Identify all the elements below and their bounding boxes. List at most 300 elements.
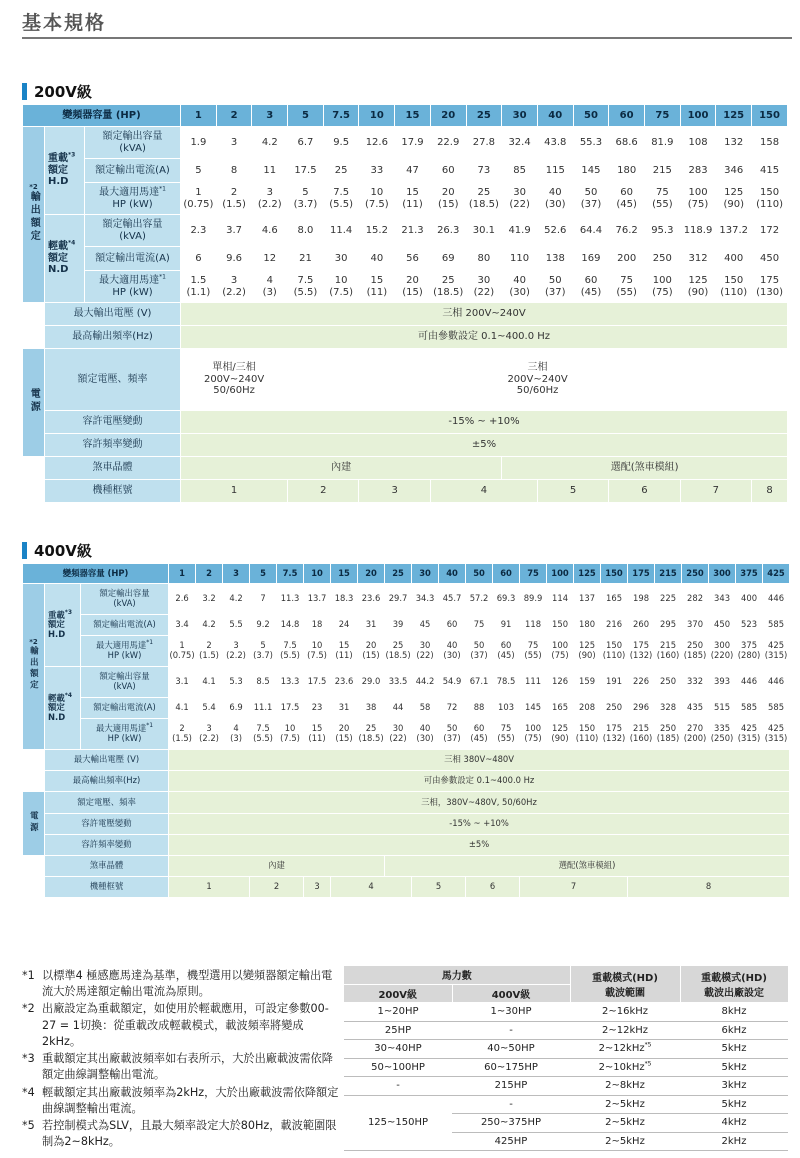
- motor-hp: 125: [552, 723, 569, 734]
- motor-kw: (3): [230, 733, 242, 743]
- footnote-marker: *4: [64, 691, 73, 699]
- motor-kw: (37): [443, 733, 461, 743]
- motor-cell: [520, 719, 547, 750]
- freq-range-cell: [570, 1040, 680, 1059]
- frame-cell: 7: [680, 480, 751, 503]
- motor-kw: (160): [656, 650, 680, 660]
- frame-cell: 4: [331, 877, 412, 898]
- motor-hp: 30: [513, 187, 526, 198]
- amp-cell: 165: [547, 698, 574, 719]
- motor-hp: 10: [334, 275, 348, 286]
- brake-builtin: 內建: [169, 856, 385, 877]
- vertical-label: [29, 646, 39, 692]
- kva-cell: 22.9: [430, 127, 466, 159]
- motor-hp: 20: [365, 640, 377, 651]
- heavy-duty-group: [45, 127, 85, 215]
- motor-kw: (37): [470, 650, 488, 660]
- hp-cell: 1: [181, 105, 217, 127]
- rated-kva-label: 額定輸出容量 (kVA): [85, 215, 181, 247]
- motor-kw: (110): [602, 650, 626, 660]
- hp-cell: 7.5: [277, 564, 304, 584]
- motor-kw: (1.5): [199, 650, 219, 660]
- kva-cell: 1.9: [181, 127, 217, 159]
- footnote-marker: *5: [644, 1060, 652, 1068]
- motor-hp: 20: [406, 275, 419, 286]
- freq-range-text: 2~12kHz: [601, 1024, 649, 1036]
- amp-cell: 110: [502, 247, 538, 271]
- frame-cell: 3: [304, 877, 331, 898]
- motor-hp: 10: [284, 723, 296, 734]
- max-frequency-label: 最高輸出頻率(Hz): [45, 771, 169, 792]
- motor-hp: 25: [365, 723, 377, 734]
- motor-label-text: 最大適用馬達: [99, 187, 160, 198]
- amp-cell: 312: [680, 247, 716, 271]
- kva-cell: 43.8: [537, 127, 573, 159]
- motor-cell: [709, 636, 736, 667]
- motor-cell: [682, 636, 709, 667]
- motor-hp: 125: [724, 187, 744, 198]
- kva-cell: 89.9: [520, 584, 547, 615]
- motor-kw: (160): [629, 733, 653, 743]
- output-rating-group: [23, 584, 45, 750]
- motor-cell: [250, 636, 277, 667]
- freq-default-cell: 3kHz: [680, 1077, 788, 1096]
- motor-hp: 50: [473, 640, 485, 651]
- kva-cell: 12.6: [359, 127, 395, 159]
- frame-cell: 8: [752, 480, 788, 503]
- motor-cell: [466, 271, 502, 303]
- motor-cell: [736, 636, 763, 667]
- motor-kw: (315): [764, 650, 788, 660]
- amp-cell: 3.4: [169, 615, 196, 636]
- kva-cell: 3: [216, 127, 252, 159]
- amp-cell: 215: [644, 159, 680, 183]
- amp-cell: 69: [430, 247, 466, 271]
- kva-cell: 13.3: [277, 667, 304, 698]
- motor-kw: (2.2): [222, 286, 246, 298]
- motor-kw: (75): [652, 286, 673, 298]
- hp-cell: 375: [736, 564, 763, 584]
- rated-kva-label: 額定輸出容量 (kVA): [85, 127, 181, 159]
- motor-label: [85, 271, 181, 303]
- motor-hp: 75: [620, 275, 633, 286]
- motor-kw: (90): [578, 650, 596, 660]
- freq-range-text: 2~5kHz: [605, 1098, 645, 1110]
- kva-cell: 191: [601, 667, 628, 698]
- kva-cell: 108: [680, 127, 716, 159]
- kva-cell: 5.3: [223, 667, 250, 698]
- hp-cell: 60: [609, 105, 645, 127]
- rated-voltage-line: 單相/三相: [212, 362, 256, 374]
- amp-cell: 585: [736, 698, 763, 719]
- voltage-tolerance-value: -15% ~ +10%: [169, 814, 790, 835]
- kva-cell: 4.2: [223, 584, 250, 615]
- motor-hp: 3: [206, 723, 212, 734]
- motor-cell: [358, 719, 385, 750]
- kva-cell: 11.4: [323, 215, 359, 247]
- rated-current-label: 額定輸出電流(A): [81, 698, 169, 719]
- hp-cell: 10: [359, 105, 395, 127]
- kva-cell: 11.3: [277, 584, 304, 615]
- motor-cell: [385, 719, 412, 750]
- motor-kw: (90): [687, 286, 709, 298]
- motor-kw: (5.5): [280, 650, 300, 660]
- vertical-label-note: [23, 183, 44, 191]
- amp-cell: 12: [252, 247, 288, 271]
- freq-range-cell: [570, 1095, 680, 1114]
- hp-cell: 60: [493, 564, 520, 584]
- kva-cell: 198: [628, 584, 655, 615]
- motor-cell: [323, 183, 359, 215]
- amp-cell: 17.5: [288, 159, 324, 183]
- amp-cell: 4.1: [169, 698, 196, 719]
- frame-cell: 1: [169, 877, 250, 898]
- amp-cell: 80: [466, 247, 502, 271]
- freq-v400-cell: -: [452, 1095, 570, 1114]
- kva-cell: 23.6: [358, 584, 385, 615]
- motor-cell: [430, 271, 466, 303]
- kva-cell: 111: [520, 667, 547, 698]
- freq-v400-cell: 60~175HP: [452, 1058, 570, 1077]
- kva-cell: 76.2: [609, 215, 645, 247]
- freq-range-text: 2~5kHz: [605, 1135, 645, 1147]
- motor-kw: (45): [497, 650, 515, 660]
- vertical-label: [28, 388, 40, 414]
- motor-cell: [358, 636, 385, 667]
- freq-v400-cell: 1~30HP: [452, 1003, 570, 1022]
- motor-hp: 300: [714, 640, 731, 651]
- motor-cell: [359, 271, 395, 303]
- rated-voltage-line: 三相: [527, 362, 548, 374]
- motor-hp: 2: [179, 723, 185, 734]
- amp-cell: 39: [385, 615, 412, 636]
- kva-cell: 44.2: [412, 667, 439, 698]
- note-5: *5 若控制模式為SLV，且最大頻率設定大於80Hz，載波範圍限制為2~8kHz。: [22, 1119, 337, 1149]
- footnote-marker: *1: [146, 639, 154, 647]
- vertical-label-text: 電源: [28, 387, 40, 414]
- motor-cell: [196, 719, 223, 750]
- motor-kw: (5.5): [293, 286, 318, 298]
- motor-kw: (0.75): [169, 650, 195, 660]
- hp-cell: 20: [430, 105, 466, 127]
- motor-kw: (250): [710, 733, 734, 743]
- spacer-cell: [23, 750, 45, 771]
- kva-cell: 8.5: [250, 667, 277, 698]
- kva-cell: 55.3: [573, 127, 609, 159]
- motor-kw: (132): [602, 733, 626, 743]
- hp-cell: 3: [223, 564, 250, 584]
- amp-cell: 450: [752, 247, 788, 271]
- kva-cell: 34.3: [412, 584, 439, 615]
- motor-kw: (200): [683, 733, 707, 743]
- motor-hp: 10: [370, 187, 384, 198]
- freq-default-cell: 8kHz: [680, 1003, 788, 1022]
- motor-hp: 30: [419, 640, 431, 651]
- amp-cell: 295: [655, 615, 682, 636]
- amp-cell: 138: [537, 247, 573, 271]
- kva-cell: 17.9: [395, 127, 431, 159]
- motor-cell: [716, 271, 752, 303]
- kva-cell: 41.9: [502, 215, 538, 247]
- frame-cell: 2: [250, 877, 304, 898]
- vertical-label-text: 電源: [29, 810, 40, 834]
- kva-cell: 137: [574, 584, 601, 615]
- freq-200v-cell: 1~20HP: [344, 1003, 452, 1022]
- brake-transistor-label: 煞車晶體: [45, 457, 181, 480]
- motor-cell: [655, 636, 682, 667]
- motor-cell: [252, 271, 288, 303]
- hp-cell: 7.5: [323, 105, 359, 127]
- freq-v400-cell: 425HP: [452, 1132, 570, 1151]
- motor-kw: (45): [580, 286, 602, 298]
- motor-label-text: 最大適用馬達: [95, 723, 147, 734]
- amp-cell: 45: [412, 615, 439, 636]
- motor-hp: 4: [233, 723, 239, 734]
- hp-cell: 20: [358, 564, 385, 584]
- freq-header-default: 重載模式(HD) 載波出廠設定: [680, 966, 788, 1003]
- freq-default-cell: 2kHz: [680, 1132, 788, 1151]
- motor-hp: 5: [260, 640, 266, 651]
- motor-hp: 1: [195, 187, 202, 198]
- rated-voltage-label: 額定電壓、頻率: [45, 792, 169, 814]
- hp-cell: 10: [304, 564, 331, 584]
- brake-builtin: 內建: [181, 457, 502, 480]
- max-voltage-value: 三相 200V~240V: [181, 303, 788, 326]
- motor-hp: 20: [441, 187, 455, 198]
- motor-hp: 175: [606, 723, 623, 734]
- amp-cell: 400: [716, 247, 752, 271]
- amp-cell: 5: [181, 159, 217, 183]
- motor-cell: [412, 719, 439, 750]
- carrier-frequency-table: [344, 966, 789, 1151]
- kva-cell: 67.1: [466, 667, 493, 698]
- light-duty-group: [45, 667, 81, 750]
- motor-cell: [430, 183, 466, 215]
- amp-cell: 31: [331, 698, 358, 719]
- motor-cell: [601, 719, 628, 750]
- footnote-marker: *2: [29, 182, 38, 191]
- freq-default-cell: 6kHz: [680, 1021, 788, 1040]
- hp-cell: 2: [216, 105, 252, 127]
- motor-hp: 7.5: [333, 187, 350, 198]
- kva-cell: 52.6: [537, 215, 573, 247]
- kva-cell: 29.7: [385, 584, 412, 615]
- group-sub: 額定: [48, 702, 65, 713]
- motor-kw: (110): [756, 198, 783, 210]
- freq-range-cell: [570, 1077, 680, 1096]
- kva-cell: 446: [763, 667, 790, 698]
- motor-kw: (55): [652, 198, 673, 210]
- kva-cell: 226: [628, 667, 655, 698]
- amp-cell: 415: [752, 159, 788, 183]
- motor-cell: [680, 271, 716, 303]
- motor-kw: (22): [416, 650, 434, 660]
- hp-cell: 50: [573, 105, 609, 127]
- motor-cell: [359, 183, 395, 215]
- frame-cell: 8: [628, 877, 790, 898]
- motor-kw: (7.5): [329, 286, 353, 298]
- motor-cell: [439, 719, 466, 750]
- motor-hp: 175: [633, 640, 650, 651]
- amp-cell: 30: [323, 247, 359, 271]
- footnote-marker: *5: [644, 1041, 652, 1049]
- group-name: 輕載: [48, 692, 65, 703]
- kva-cell: 23.6: [331, 667, 358, 698]
- motor-kw: (15): [402, 286, 423, 298]
- hp-cell: 100: [547, 564, 574, 584]
- motor-hp: 7.5: [256, 723, 270, 734]
- motor-hp: 335: [714, 723, 731, 734]
- motor-cell: [277, 719, 304, 750]
- motor-cell: [644, 271, 680, 303]
- motor-cell: [439, 636, 466, 667]
- motor-kw: (55): [616, 286, 637, 298]
- amp-cell: 250: [644, 247, 680, 271]
- motor-cell: [385, 636, 412, 667]
- motor-cell: [520, 636, 547, 667]
- kva-cell: 400: [736, 584, 763, 615]
- motor-kw: (220): [710, 650, 734, 660]
- amp-cell: 435: [682, 698, 709, 719]
- page-title: 基本規格: [22, 12, 107, 34]
- amp-cell: 145: [520, 698, 547, 719]
- voltage-tolerance-label: 容許電壓變動: [45, 814, 169, 835]
- freq-range-text: 2~12kHz: [598, 1043, 645, 1055]
- amp-cell: 58: [412, 698, 439, 719]
- footnote-marker: *3: [68, 151, 76, 159]
- motor-hp: 7.5: [297, 275, 314, 286]
- motor-cell: [547, 636, 574, 667]
- motor-kw: (0.75): [183, 198, 214, 210]
- motor-hp: 10: [311, 640, 323, 651]
- kva-cell: 114: [547, 584, 574, 615]
- hp-cell: 300: [709, 564, 736, 584]
- motor-cell: [609, 271, 645, 303]
- motor-cell: [395, 271, 431, 303]
- section-400v-heading: 400V級: [22, 540, 92, 561]
- amp-cell: 11: [252, 159, 288, 183]
- motor-kw: (315): [764, 733, 788, 743]
- motor-cell: [304, 719, 331, 750]
- amp-cell: 9.6: [216, 247, 252, 271]
- kva-cell: 95.3: [644, 215, 680, 247]
- footnote-marker: *1: [146, 722, 154, 730]
- spacer-cell: [23, 771, 45, 792]
- hp-cell: 25: [466, 105, 502, 127]
- motor-cell: [752, 183, 788, 215]
- motor-hp: 40: [548, 187, 562, 198]
- motor-hp: 125: [688, 275, 708, 286]
- motor-hp: 100: [552, 640, 569, 651]
- motor-hp: 15: [311, 723, 323, 734]
- power-group: [23, 349, 45, 457]
- motor-hp: 215: [633, 723, 650, 734]
- hp-cell: 150: [601, 564, 628, 584]
- hp-cell: 15: [395, 105, 431, 127]
- motor-kw: (3.7): [253, 650, 273, 660]
- group-code: N.D: [48, 264, 69, 276]
- motor-label: [81, 719, 169, 750]
- kva-cell: 29.0: [358, 667, 385, 698]
- motor-cell: [537, 183, 573, 215]
- motor-cell: [682, 719, 709, 750]
- amp-cell: 8: [216, 159, 252, 183]
- vertical-label: [28, 191, 40, 243]
- title-rule: [22, 37, 792, 39]
- spacer-cell: [23, 877, 45, 898]
- freq-v400-cell: 215HP: [452, 1077, 570, 1096]
- amp-cell: 5.4: [196, 698, 223, 719]
- motor-cell: [502, 271, 538, 303]
- motor-hp: 7.5: [283, 640, 297, 651]
- motor-kw: (11): [402, 198, 423, 210]
- group-code: N.D: [48, 711, 66, 722]
- motor-label-text: 最大適用馬達: [95, 640, 147, 651]
- amp-cell: 346: [716, 159, 752, 183]
- motor-cell: [628, 636, 655, 667]
- motor-cell: [763, 636, 790, 667]
- group-name: 重載: [48, 609, 65, 620]
- freq-header-range: 重載模式(HD) 載波範圍: [570, 966, 680, 1003]
- motor-cell: [493, 719, 520, 750]
- note-2: *2 出廠設定為重載額定，如使用於輕載應用，可設定參數00-27 = 1切換：從重載改成輕載模式，載波頻率將變成2kHz。: [22, 1002, 329, 1048]
- brake-transistor-label: 煞車晶體: [45, 856, 169, 877]
- amp-cell: 260: [628, 615, 655, 636]
- amp-cell: 515: [709, 698, 736, 719]
- frame-cell: 5: [412, 877, 466, 898]
- output-rating-group: [23, 127, 45, 303]
- rated-current-label: 額定輸出電流(A): [81, 615, 169, 636]
- motor-hp: 150: [759, 187, 780, 198]
- amp-cell: 115: [537, 159, 573, 183]
- motor-hp: 3: [230, 275, 238, 286]
- amp-cell: 14.8: [277, 615, 304, 636]
- motor-kw: (15): [335, 733, 353, 743]
- amp-cell: 5.5: [223, 615, 250, 636]
- amp-cell: 91: [493, 615, 520, 636]
- amp-cell: 283: [680, 159, 716, 183]
- kva-cell: 159: [574, 667, 601, 698]
- motor-kw: (7.5): [364, 198, 389, 210]
- motor-cell: [601, 636, 628, 667]
- kva-cell: 393: [709, 667, 736, 698]
- spacer-cell: [23, 480, 45, 503]
- spec-table-400v: [22, 563, 790, 898]
- footnote-marker: *2: [29, 638, 38, 647]
- footnote-marker: *3: [64, 608, 73, 616]
- amp-cell: 24: [331, 615, 358, 636]
- motor-cell: [466, 719, 493, 750]
- amp-cell: 38: [358, 698, 385, 719]
- motor-kw: (90): [723, 198, 744, 210]
- motor-label-text: 最大適用馬達: [99, 275, 160, 286]
- motor-kw: (30): [509, 286, 530, 298]
- motor-hp: 15: [406, 187, 419, 198]
- kva-cell: 32.4: [502, 127, 538, 159]
- amp-cell: 6: [181, 247, 217, 271]
- motor-cell: [628, 719, 655, 750]
- amp-cell: 216: [601, 615, 628, 636]
- kva-cell: 6.7: [288, 127, 324, 159]
- motor-cell: [252, 183, 288, 215]
- group-code: H.D: [48, 176, 69, 188]
- motor-cell: [644, 183, 680, 215]
- amp-cell: 11.1: [250, 698, 277, 719]
- hp-cell: 15: [331, 564, 358, 584]
- frame-cell: 6: [466, 877, 520, 898]
- motor-kw: (7.5): [307, 650, 327, 660]
- voltage-tolerance-value: -15% ~ +10%: [181, 411, 788, 434]
